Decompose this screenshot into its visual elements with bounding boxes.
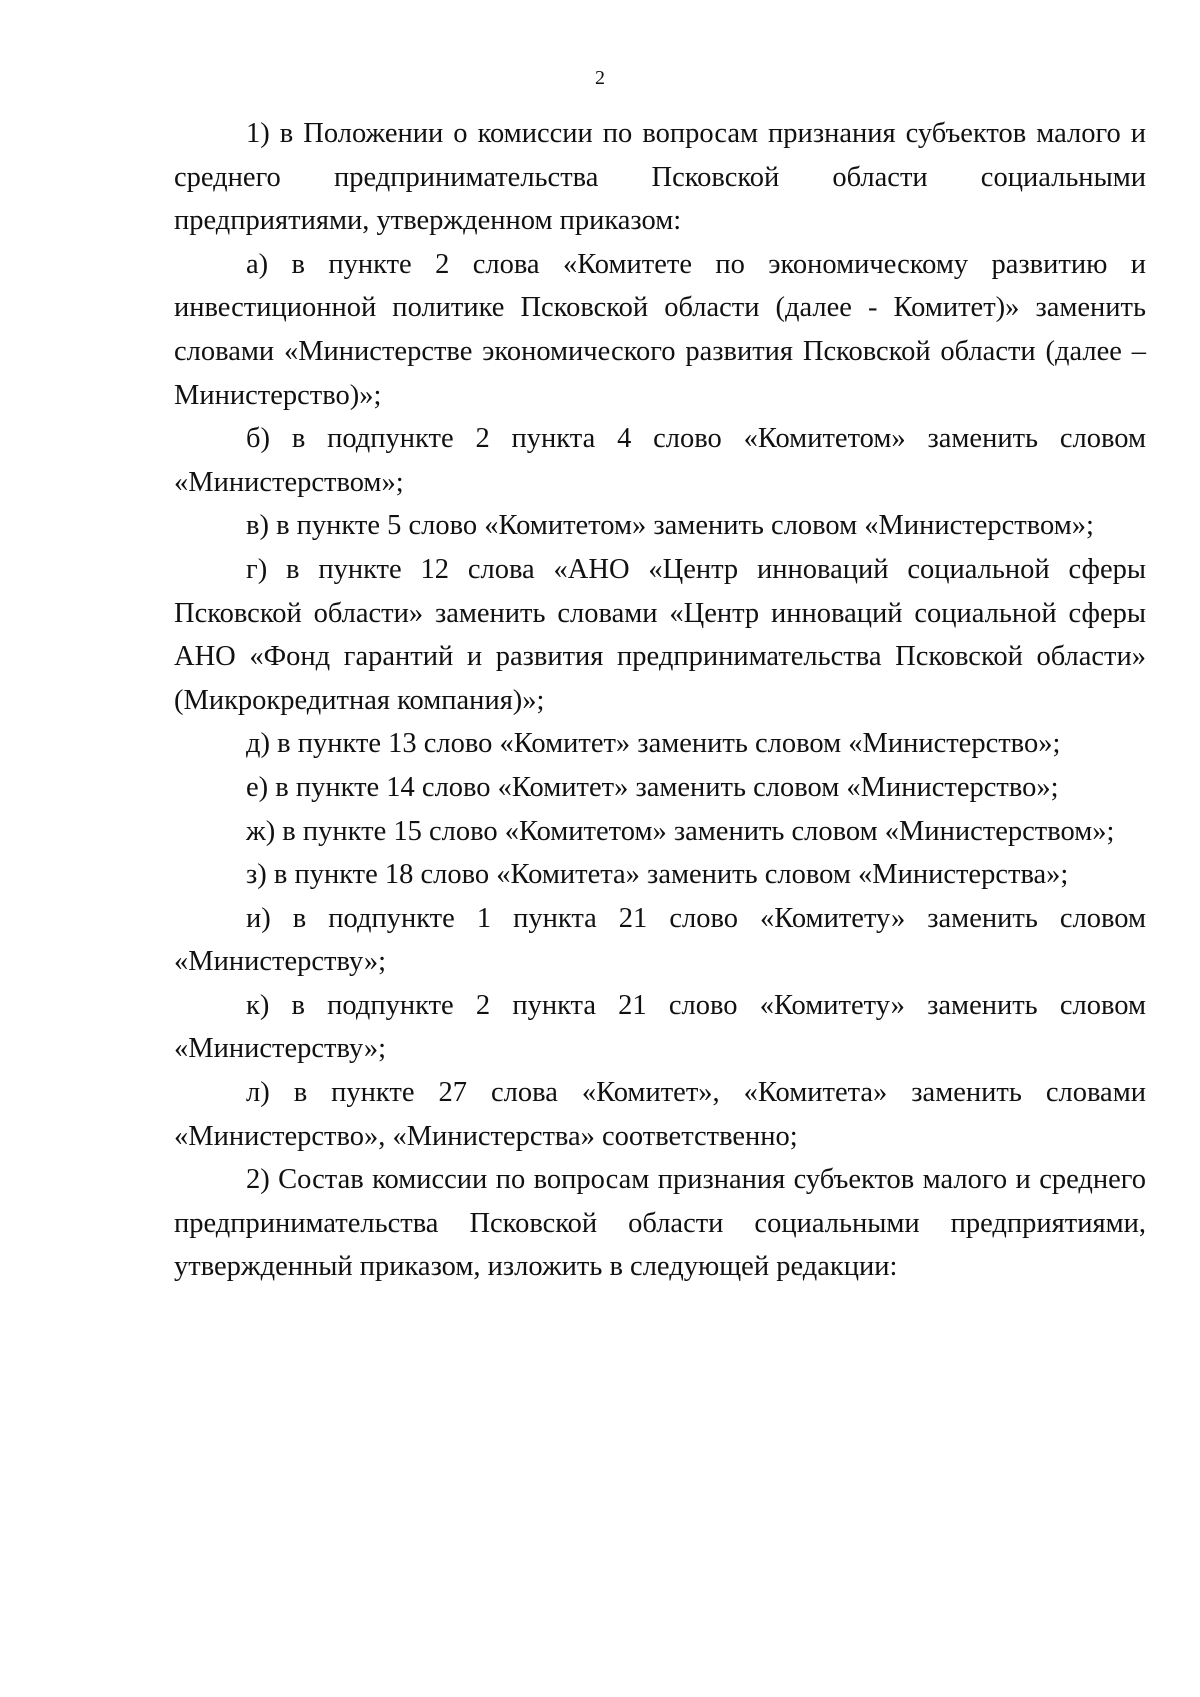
paragraph-subitem-d: д) в пункте 13 слово «Комитет» заменить словом «Министерство»; [246, 728, 1061, 760]
paragraph-subitem-g: г) в пункте 12 слова «АНО «Центр инноваций социальной сферы Псковской области» заменить словами «Центр инноваций социальной сферы АНО «Фонд гарантий и развития предпринимательства Псковской области» (Микрокредитная компания)»; [174, 553, 1146, 716]
paragraph-subitem-z: з) в пункте 18 слово «Комитета» заменить словом «Министерства»; [246, 859, 1069, 891]
paragraph-subitem-l: л) в пункте 27 слова «Комитет», «Комитета» заменить словами «Министерство», «Министерства» соответственно; [174, 1077, 1146, 1152]
paragraph-item-1: 1) в Положении о комиссии по вопросам признания субъектов малого и среднего предпринимательства Псковской области социальными предприятиями, утвержденном приказом: [174, 118, 1146, 237]
paragraph-subitem-k: к) в подпункте 2 пункта 21 слово «Комитету» заменить словом «Министерству»; [174, 989, 1146, 1065]
document-body [174, 112, 1146, 1289]
page-number: 2 [595, 67, 605, 89]
paragraph-subitem-a: а) в пункте 2 слова «Комитете по экономическому развитию и инвестиционной политике Псковской области (далее - Комитет)» заменить словами «Министерстве экономического развития Псковской области (далее – Министерство)»; [174, 248, 1146, 411]
paragraph-subitem-v: в) в пункте 5 слово «Комитетом» заменить словом «Министерством»; [246, 510, 1094, 542]
paragraph-subitem-zh: ж) в пункте 15 слово «Комитетом» заменить словом «Министерством»; [246, 815, 1115, 847]
paragraph-subitem-e: е) в пункте 14 слово «Комитет» заменить словом «Министерство»; [246, 771, 1059, 803]
paragraph-item-2: 2) Состав комиссии по вопросам признания субъектов малого и среднего предпринимательства Псковской области социальными предприятиями, утвержденный приказом, изложить в следующей редакции: [174, 1164, 1146, 1283]
paragraph-subitem-i: и) в подпункте 1 пункта 21 слово «Комитету» заменить словом «Министерству»; [174, 902, 1146, 978]
paragraph-subitem-b: б) в подпункте 2 пункта 4 слово «Комитетом» заменить словом «Министерством»; [174, 423, 1146, 498]
